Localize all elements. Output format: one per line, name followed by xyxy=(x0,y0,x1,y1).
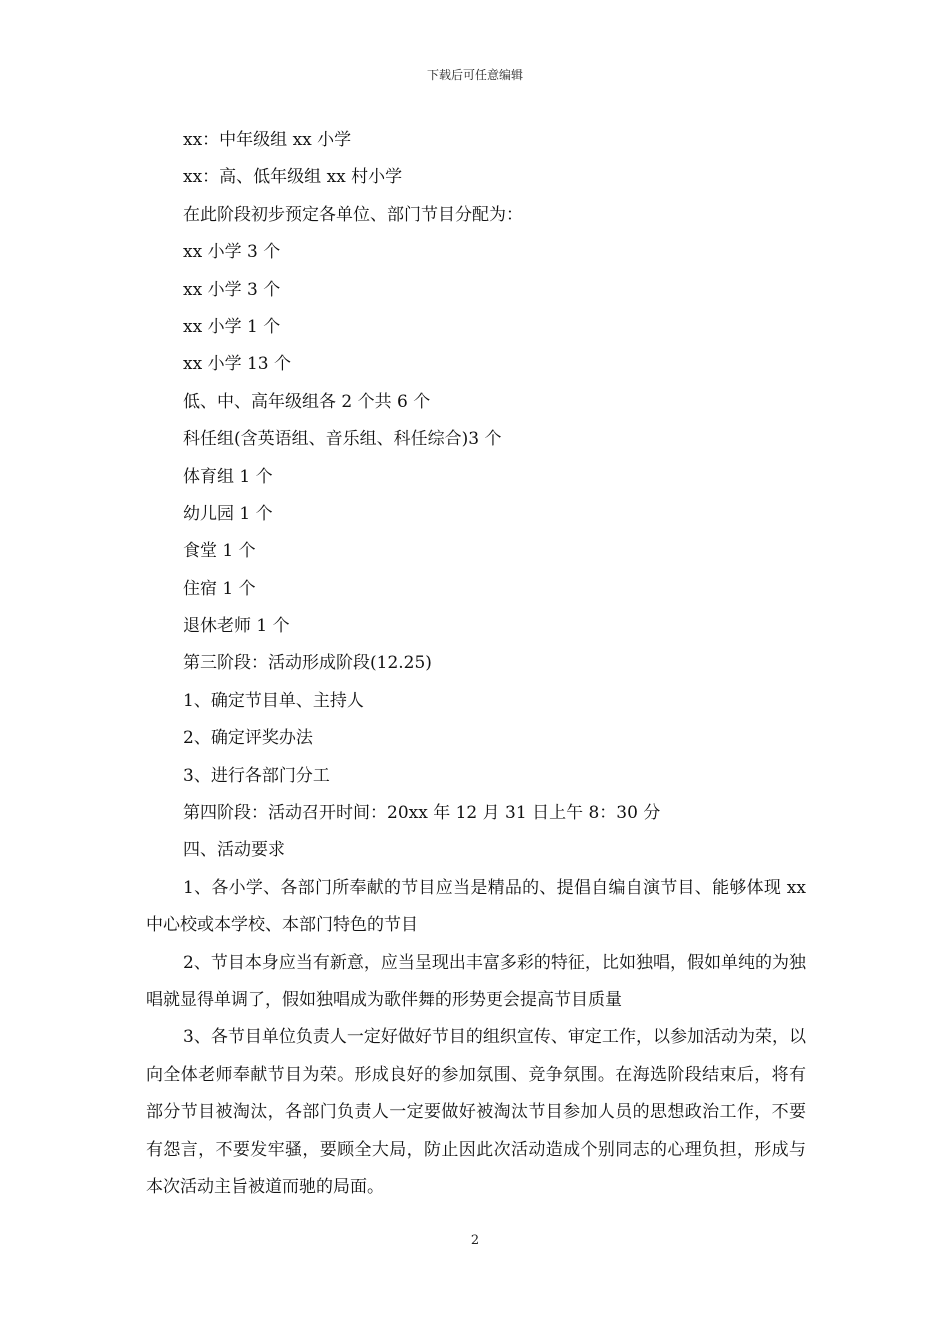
text-line: 2、确定评奖办法 xyxy=(183,728,313,749)
section-heading: 四、活动要求 xyxy=(183,840,285,861)
text-line: 1、确定节目单、主持人 xyxy=(183,690,364,711)
text-line: 低、中、高年级组各 2 个共 6 个 xyxy=(183,391,431,412)
text-line: 住宿 1 个 xyxy=(183,578,256,599)
text-line: 科任组(含英语组、音乐组、科任综合)3 个 xyxy=(183,429,502,450)
page-number: 2 xyxy=(470,1233,480,1248)
text-line: xx 小学 1 个 xyxy=(183,316,281,337)
requirement-paragraph: 2、节目本身应当有新意，应当呈现出丰富多彩的特征，比如独唱，假如单纯的为独唱就显得单调了，假如独唱成为歌伴舞的形势更会提高节目质量 xyxy=(146,952,806,1011)
page-header: 下载后可任意编辑 xyxy=(426,68,523,82)
text-line: 在此阶段初步预定各单位、部门节目分配为： xyxy=(183,204,523,225)
text-line: xx：中年级组 xx 小学 xyxy=(183,130,352,150)
text-line: xx 小学 3 个 xyxy=(183,279,281,300)
text-line: 3、进行各部门分工 xyxy=(183,765,330,786)
text-line: xx 小学 13 个 xyxy=(183,354,292,375)
section-heading: 第三阶段：活动形成阶段(12.25) xyxy=(183,653,432,674)
text-line: 退休老师 1 个 xyxy=(183,616,290,637)
text-line: xx 小学 3 个 xyxy=(183,242,281,263)
text-line: xx：高、低年级组 xx 村小学 xyxy=(183,167,403,188)
text-line: 食堂 1 个 xyxy=(183,541,256,562)
document-body xyxy=(146,122,806,1206)
requirement-paragraph: 3、各节目单位负责人一定好做好节目的组织宣传、审定工作，以参加活动为荣，以向全体老师奉献节目为荣。形成良好的参加氛围、竞争氛围。在海选阶段结束后，将有部分节目被淘汰，各部门负责人一定要做好被淘汰节目参加人员的思想政治工作，不要有怨言，不要发牢骚，要顾全大局，防止因此次活动造成个别同志的心理负担，形成与本次活动主旨被道而驰的局面。 xyxy=(146,1027,806,1198)
section-heading: 第四阶段：活动召开时间：20xx 年 12 月 31 日上午 8：30 分 xyxy=(183,803,661,824)
text-line: 体育组 1 个 xyxy=(183,466,273,487)
text-line: 幼儿园 1 个 xyxy=(183,503,273,524)
requirement-paragraph: 1、各小学、各部门所奉献的节目应当是精品的、提倡自编自演节目、能够体现 xx 中心校或本学校、本部门特色的节目 xyxy=(146,877,806,936)
